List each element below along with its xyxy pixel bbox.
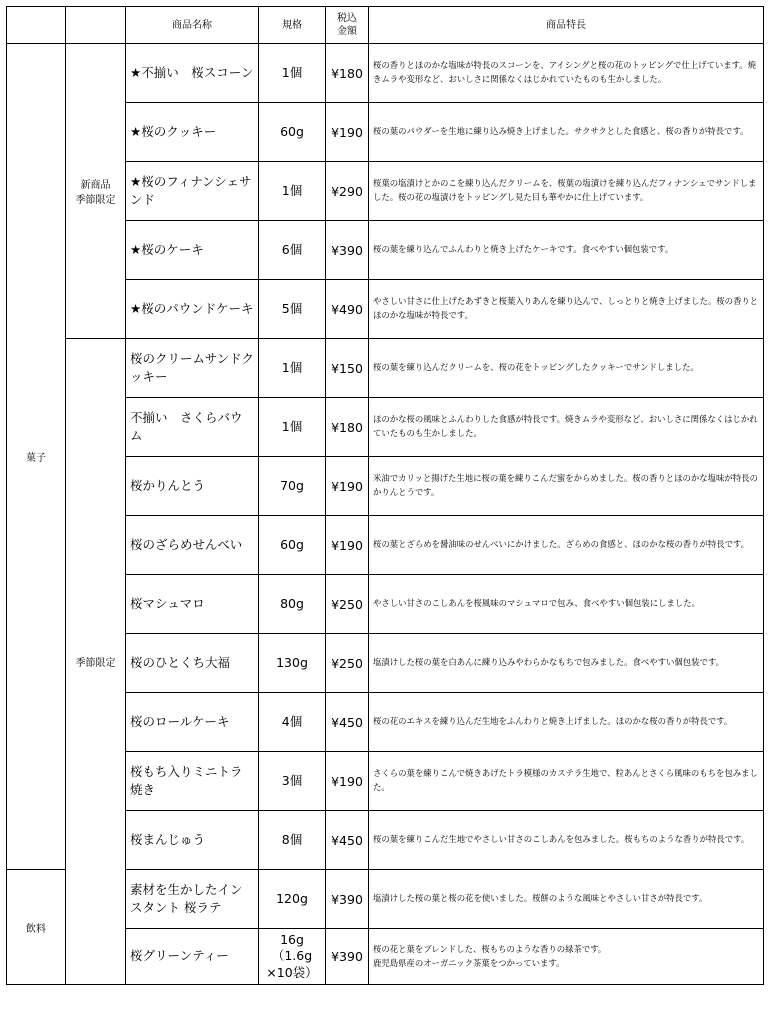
product-spec: 70g xyxy=(259,457,326,516)
product-name: 素材を生かしたインスタント 桜ラテ xyxy=(126,870,259,929)
product-name: ★不揃い 桜スコーン xyxy=(126,44,259,103)
product-description: 桜の葉を練り込んでふんわりと焼き上げたケーキです。食べやすい個包装です。 xyxy=(369,221,764,280)
product-price: ¥490 xyxy=(326,280,369,339)
product-table xyxy=(6,6,764,985)
product-price: ¥390 xyxy=(326,929,369,985)
product-spec: 1個 xyxy=(259,398,326,457)
product-description: 塩漬けした桜の葉と桜の花を使いました。桜餅のような風味とやさしい甘さが特長です。 xyxy=(369,870,764,929)
product-spec: 1個 xyxy=(259,339,326,398)
product-name: ★桜のパウンドケーキ xyxy=(126,280,259,339)
product-price: ¥250 xyxy=(326,634,369,693)
table-row xyxy=(7,339,764,398)
product-name: 不揃い さくらバウム xyxy=(126,398,259,457)
product-name: ★桜のケーキ xyxy=(126,221,259,280)
product-price: ¥190 xyxy=(326,457,369,516)
subcategory-new-seasonal: 新商品 季節限定 xyxy=(66,44,126,339)
product-description: 桜の花のエキスを練り込んだ生地をふんわりと焼き上げました。ほのかな桜の香りが特長です。 xyxy=(369,693,764,752)
product-description: やさしい甘さに仕上げたあずきと桜葉入りあんを練り込んで、しっとりと焼き上げました。桜の香りとほのかな塩味が特長です。 xyxy=(369,280,764,339)
header-row xyxy=(7,7,764,44)
product-spec: 16g （1.6g ×10袋） xyxy=(259,929,326,985)
product-name: 桜のざらめせんべい xyxy=(126,516,259,575)
product-spec: 6個 xyxy=(259,221,326,280)
product-spec: 1個 xyxy=(259,44,326,103)
product-description: 桜葉の塩漬けとかのこを練り込んだクリームを、桜葉の塩漬けを練り込んだフィナンシェでサンドしました。桜の花の塩漬けをトッピングし見た目も華やかに仕上げています。 xyxy=(369,162,764,221)
product-spec: 5個 xyxy=(259,280,326,339)
category-sweets: 菓子 xyxy=(7,44,66,870)
product-price: ¥180 xyxy=(326,398,369,457)
product-description: 米油でカリッと揚げた生地に桜の葉を練りこんだ蜜をからめました。桜の香りとほのかな塩味が特長のかりんとうです。 xyxy=(369,457,764,516)
product-name: 桜のロールケーキ xyxy=(126,693,259,752)
product-spec: 80g xyxy=(259,575,326,634)
product-spec: 4個 xyxy=(259,693,326,752)
product-name: 桜もち入りミニトラ焼き xyxy=(126,752,259,811)
product-name: 桜かりんとう xyxy=(126,457,259,516)
product-spec: 8個 xyxy=(259,811,326,870)
product-spec: 1個 xyxy=(259,162,326,221)
product-description: 桜の葉とざらめを醤油味のせんべいにかけました。ざらめの食感と、ほのかな桜の香りが特長です。 xyxy=(369,516,764,575)
product-price: ¥190 xyxy=(326,516,369,575)
product-name: 桜のクリームサンドクッキー xyxy=(126,339,259,398)
header-subcategory xyxy=(66,7,126,44)
product-price: ¥450 xyxy=(326,811,369,870)
product-description: やさしい甘さのこしあんを桜風味のマシュマロで包み、食べやすい個包装にしました。 xyxy=(369,575,764,634)
subcategory-seasonal: 季節限定 xyxy=(66,339,126,985)
product-name: ★桜のフィナンシェサンド xyxy=(126,162,259,221)
product-name: 桜グリーンティー xyxy=(126,929,259,985)
product-description: 桜の花と葉をブレンドした、桜もちのような香りの緑茶です。 鹿児島県産のオーガニック茶葉をつかっています。 xyxy=(369,929,764,985)
product-spec: 60g xyxy=(259,103,326,162)
product-price: ¥190 xyxy=(326,103,369,162)
product-description: 桜の葉を練り込んだクリームを、桜の花をトッピングしたクッキーでサンドしました。 xyxy=(369,339,764,398)
product-price: ¥150 xyxy=(326,339,369,398)
product-price: ¥250 xyxy=(326,575,369,634)
header-category xyxy=(7,7,66,44)
product-spec: 130g xyxy=(259,634,326,693)
product-name: 桜のひとくち大福 xyxy=(126,634,259,693)
header-spec: 規格 xyxy=(259,7,326,44)
product-price: ¥390 xyxy=(326,870,369,929)
product-description: ほのかな桜の風味とふんわりした食感が特長です。焼きムラや変形など、おいしさに関係なくはじかれていたものも生かしました。 xyxy=(369,398,764,457)
category-drinks: 飲料 xyxy=(7,870,66,985)
header-features: 商品特長 xyxy=(369,7,764,44)
product-description: 桜の葉のパウダーを生地に練り込み焼き上げました。サクサクとした食感と、桜の香りが特長です。 xyxy=(369,103,764,162)
product-price: ¥450 xyxy=(326,693,369,752)
product-description: 塩漬けした桜の葉を白あんに練り込みやわらかなもちで包みました。食べやすい個包装です。 xyxy=(369,634,764,693)
product-description: さくらの葉を練りこんで焼きあげたトラ模様のカステラ生地で、粒あんとさくら風味のもちを包みました。 xyxy=(369,752,764,811)
product-name: 桜まんじゅう xyxy=(126,811,259,870)
header-name: 商品名称 xyxy=(126,7,259,44)
product-description: 桜の葉を練りこんだ生地でやさしい甘さのこしあんを包みました。桜もちのような香りが特長です。 xyxy=(369,811,764,870)
product-price: ¥190 xyxy=(326,752,369,811)
product-price: ¥180 xyxy=(326,44,369,103)
table-row xyxy=(7,44,764,103)
header-price: 税込 金額 xyxy=(326,7,369,44)
product-name: 桜マシュマロ xyxy=(126,575,259,634)
product-name: ★桜のクッキー xyxy=(126,103,259,162)
product-description: 桜の香りとほのかな塩味が特長のスコーンを、アイシングと桜の花のトッピングで仕上げています。焼きムラや変形など、おいしさに関係なくはじかれていたものも生かしました。 xyxy=(369,44,764,103)
product-spec: 120g xyxy=(259,870,326,929)
product-spec: 3個 xyxy=(259,752,326,811)
product-price: ¥390 xyxy=(326,221,369,280)
product-spec: 60g xyxy=(259,516,326,575)
product-price: ¥290 xyxy=(326,162,369,221)
